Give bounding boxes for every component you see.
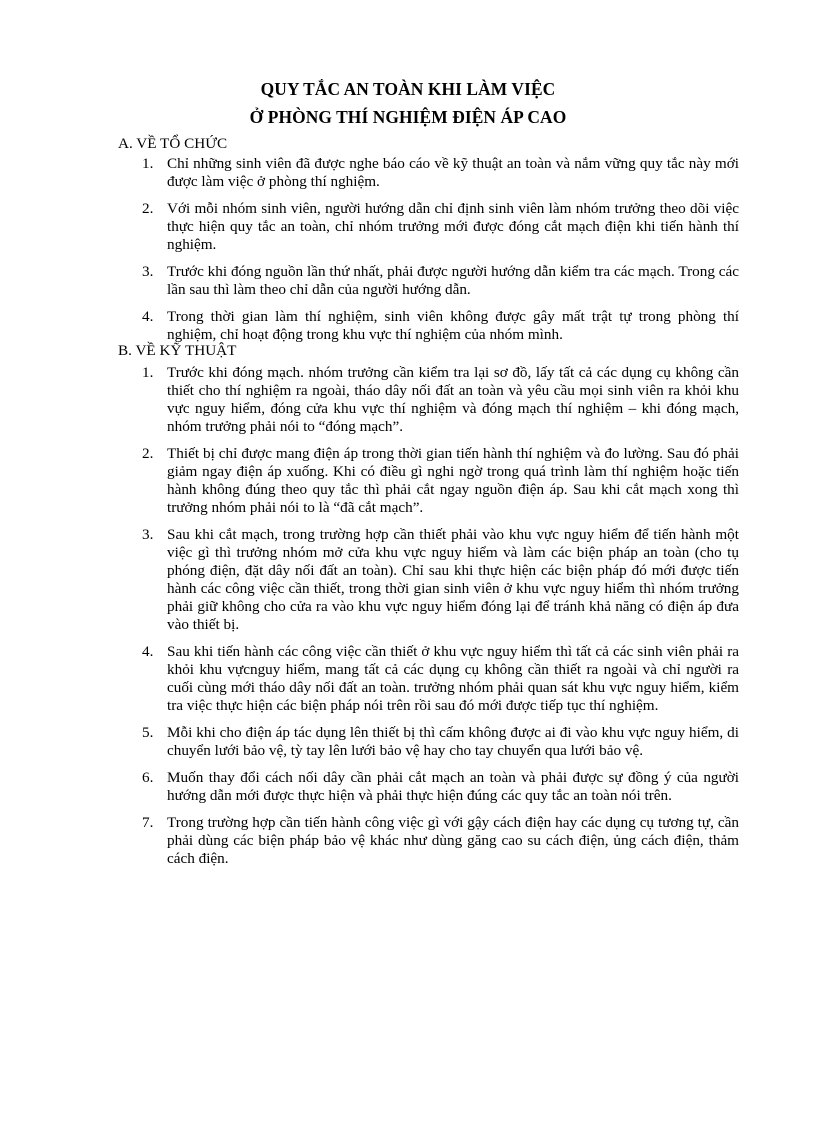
list-item-number: 6. bbox=[142, 769, 154, 786]
section-heading-technical: B. VỀ KỸ THUẬT bbox=[118, 342, 237, 359]
list-item bbox=[0, 155, 816, 191]
list-item-number: 5. bbox=[142, 724, 154, 741]
list-item bbox=[0, 445, 816, 517]
list-item-number: 4. bbox=[142, 643, 154, 660]
list-item-text: Muốn thay đổi cách nối dây cần phải cắt mạch an toàn và phải được sự đồng ý của người hướng dẫn mới được thực hiện và phải thực hiện đúng các quy tắc an toàn nói trên. bbox=[167, 769, 739, 804]
list-item-text: Sau khi tiến hành các công việc cần thiết ở khu vực nguy hiểm thì tất cả các sinh viên phải ra khỏi khu vựcnguy hiểm, mang tất cả các dụng cụ không cần thiết ra ngoài và chỉ người ra cuối cùng mới tháo dây nối đất an toàn. trưởng nhóm phải quan sát khu vực nguy hiểm, kiểm tra việc thực hiện các biện pháp nói trên rồi sau đó mới được tiếp tục thí nghiệm. bbox=[167, 643, 739, 714]
list-item bbox=[0, 308, 816, 344]
list-item-number: 3. bbox=[142, 263, 154, 280]
list-item bbox=[0, 526, 816, 634]
list-item-text: Trong thời gian làm thí nghiệm, sinh viên không được gây mất trật tự trong phòng thí nghiệm, chỉ hoạt động trong khu vực thí nghiệm của nhóm mình. bbox=[167, 308, 739, 343]
organization-rules-list bbox=[0, 155, 816, 344]
list-item bbox=[0, 769, 816, 805]
technical-rules-list bbox=[0, 364, 816, 868]
list-item-number: 1. bbox=[142, 364, 154, 381]
list-item-number: 7. bbox=[142, 814, 154, 831]
list-item bbox=[0, 200, 816, 254]
list-item-text: Chỉ những sinh viên đã được nghe báo cáo về kỹ thuật an toàn và nắm vững quy tắc này mới được làm việc ở phòng thí nghiệm. bbox=[167, 155, 739, 190]
list-item bbox=[0, 643, 816, 715]
list-item-text: Thiết bị chỉ được mang điện áp trong thời gian tiến hành thí nghiệm và đo lường. Sau đó phải giảm ngay điện áp xuống. Khi có điều gì nghi ngờ trong quá trình làm thí nghiệm hoặc tiến hành không đúng theo quy tắc thì phải cắt ngay nguồn điện áp. Sau khi cắt mạch xong thì trưởng nhóm phải nói to là “đã cắt mạch”. bbox=[167, 445, 739, 516]
list-item-text: Trước khi đóng nguồn lần thứ nhất, phải được người hướng dẫn kiểm tra các mạch. Trong các lần sau thì làm theo chỉ dẫn của người hướng dẫn. bbox=[167, 263, 739, 298]
list-item-text: Mỗi khi cho điện áp tác dụng lên thiết bị thì cấm không được ai đi vào khu vực nguy hiểm, di chuyển lưới bảo vệ, tỳ tay lên lưới bảo vệ hay cho tay chuyển qua lưới bảo vệ. bbox=[167, 724, 739, 759]
list-item bbox=[0, 263, 816, 299]
list-item-number: 2. bbox=[142, 445, 154, 462]
list-item-number: 2. bbox=[142, 200, 154, 217]
list-item bbox=[0, 814, 816, 868]
list-item-text: Trong trường hợp cần tiến hành công việc gì với gậy cách điện hay các dụng cụ tương tự, cần phải dùng các biện pháp bảo vệ khác như dùng găng cao su cách điện, ủng cách điện, thảm cách điện. bbox=[167, 814, 739, 867]
list-item-text: Trước khi đóng mạch. nhóm trưởng cần kiểm tra lại sơ đồ, lấy tất cả các dụng cụ không cần thiết cho thí nghiệm ra ngoài, tháo dây nối đất an toàn và yêu cầu mọi sinh viên ra khỏi khu vực nguy hiểm, đóng cửa khu vực thí nghiệm và đóng mạch thí nghiệm – khi đóng mạch, nhóm trưởng phải nói to “đóng mạch”. bbox=[167, 364, 739, 435]
list-item bbox=[0, 724, 816, 760]
list-item-text: Với mỗi nhóm sinh viên, người hướng dẫn chỉ định sinh viên làm nhóm trưởng theo dõi việc thực hiện quy tắc an toàn, chỉ nhóm trưởng mới được đóng cắt mạch điện khi tiến hành thí nghiệm. bbox=[167, 200, 739, 253]
section-heading-organization: A. VỀ TỔ CHỨC bbox=[118, 135, 228, 152]
list-item-text: Sau khi cắt mạch, trong trường hợp cần thiết phải vào khu vực nguy hiểm để tiến hành một việc gì thì trưởng nhóm mở cửa khu vực nguy hiểm và làm các biện pháp an toàn (cho tụ phóng điện, đặt dây nối đất an toàn). Chỉ sau khi thực hiện các biện pháp đó mới được tiến hành các công việc cần thiết, trong thời gian sinh viên ở khu vực nguy hiểm thì nhóm trưởng phải giữ không cho cửa ra vào khu vực nguy hiểm đóng lại để tránh khả năng có điện áp đưa vào thiết bị. bbox=[167, 526, 739, 633]
list-item-number: 3. bbox=[142, 526, 154, 543]
list-item-number: 4. bbox=[142, 308, 154, 325]
list-item bbox=[0, 364, 816, 436]
list-item-number: 1. bbox=[142, 155, 154, 172]
document-title-line1: QUY TẮC AN TOÀN KHI LÀM VIỆC bbox=[260, 79, 556, 99]
document-title-line2: Ở PHÒNG THÍ NGHIỆM ĐIỆN ÁP CAO bbox=[249, 107, 567, 127]
